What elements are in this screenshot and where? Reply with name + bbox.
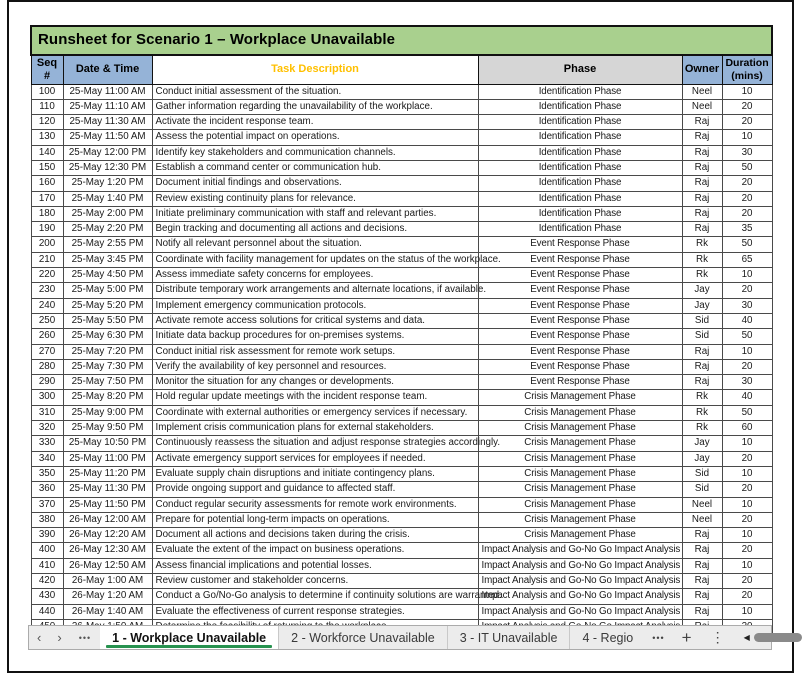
phase-cell[interactable]: Identification Phase [478, 115, 682, 130]
phase-cell[interactable]: Crisis Management Phase [478, 497, 682, 512]
seq-cell[interactable]: 420 [31, 574, 63, 589]
table-row [31, 206, 772, 221]
seq-cell[interactable]: 200 [31, 237, 63, 252]
phase-cell[interactable]: Crisis Management Phase [478, 451, 682, 466]
task-cell[interactable]: Activate emergency support services for employees if needed. [152, 451, 478, 466]
seq-cell[interactable]: 250 [31, 313, 63, 328]
table-row [31, 451, 772, 466]
datetime-cell[interactable]: 25-May 10:50 PM [63, 436, 152, 451]
phase-cell[interactable]: Identification Phase [478, 99, 682, 114]
duration-cell[interactable]: 30 [722, 145, 772, 160]
phase-cell[interactable]: Crisis Management Phase [478, 405, 682, 420]
runsheet-body [31, 84, 772, 634]
phase-cell[interactable]: Identification Phase [478, 176, 682, 191]
owner-cell[interactable]: Rk [682, 237, 722, 252]
datetime-cell[interactable]: 25-May 12:00 PM [63, 145, 152, 160]
task-cell[interactable]: Gather information regarding the unavailability of the workplace. [152, 99, 478, 114]
seq-cell[interactable]: 280 [31, 359, 63, 374]
datetime-cell[interactable]: 25-May 9:00 PM [63, 405, 152, 420]
phase-cell[interactable]: Identification Phase [478, 84, 682, 99]
table-row [31, 313, 772, 328]
duration-cell[interactable]: 20 [722, 512, 772, 527]
owner-cell[interactable]: Neel [682, 512, 722, 527]
datetime-cell[interactable]: 26-May 1:00 AM [63, 574, 152, 589]
task-cell[interactable]: Activate the incident response team. [152, 115, 478, 130]
sheet-tab-3[interactable]: 3 - IT Unavailable [448, 626, 571, 649]
owner-cell[interactable]: Rk [682, 405, 722, 420]
task-cell[interactable]: Document initial findings and observations. [152, 176, 478, 191]
seq-cell[interactable]: 380 [31, 512, 63, 527]
datetime-cell[interactable]: 26-May 1:40 AM [63, 604, 152, 619]
phase-cell[interactable]: Impact Analysis and Go-No Go Impact Analysis [478, 574, 682, 589]
owner-cell[interactable]: Raj [682, 115, 722, 130]
table-row [31, 589, 772, 604]
datetime-cell[interactable]: 25-May 11:30 AM [63, 115, 152, 130]
sheet-tab-2[interactable]: 2 - Workforce Unavailable [279, 626, 448, 649]
task-cell[interactable]: Initiate preliminary communication with staff and relevant parties. [152, 206, 478, 221]
owner-cell[interactable]: Rk [682, 268, 722, 283]
seq-cell[interactable]: 140 [31, 145, 63, 160]
phase-cell[interactable]: Event Response Phase [478, 252, 682, 267]
seq-cell[interactable]: 340 [31, 451, 63, 466]
duration-cell[interactable]: 35 [722, 222, 772, 237]
datetime-cell[interactable]: 25-May 7:30 PM [63, 359, 152, 374]
duration-cell[interactable]: 10 [722, 130, 772, 145]
datetime-cell[interactable]: 25-May 1:40 PM [63, 191, 152, 206]
add-sheet-button[interactable]: + [681, 627, 692, 647]
table-row [31, 176, 772, 191]
table-row [31, 252, 772, 267]
duration-cell[interactable]: 20 [722, 543, 772, 558]
tabs-overflow-button[interactable]: ••• [652, 632, 665, 643]
datetime-cell[interactable]: 25-May 11:50 AM [63, 130, 152, 145]
owner-cell[interactable]: Jay [682, 451, 722, 466]
owner-cell[interactable]: Rk [682, 421, 722, 436]
table-row [31, 359, 772, 374]
task-cell[interactable]: Conduct a Go/No-Go analysis to determine if continuity solutions are warranted. [152, 589, 478, 604]
owner-cell[interactable]: Raj [682, 359, 722, 374]
runsheet-title[interactable]: Runsheet for Scenario 1 – Workplace Unavailable [31, 26, 772, 55]
phase-cell[interactable]: Event Response Phase [478, 237, 682, 252]
duration-cell[interactable]: 20 [722, 191, 772, 206]
phase-cell[interactable]: Crisis Management Phase [478, 512, 682, 527]
phase-cell[interactable]: Impact Analysis and Go-No Go Impact Analysis [478, 558, 682, 573]
column-header-task[interactable]: Task Description [152, 55, 478, 84]
seq-cell[interactable]: 160 [31, 176, 63, 191]
table-row [31, 482, 772, 497]
duration-cell[interactable]: 20 [722, 99, 772, 114]
column-header-datetime[interactable]: Date & Time [63, 55, 152, 84]
owner-cell[interactable]: Neel [682, 99, 722, 114]
column-header-owner[interactable]: Owner [682, 55, 722, 84]
owner-cell[interactable]: Raj [682, 222, 722, 237]
seq-cell[interactable]: 300 [31, 390, 63, 405]
table-row [31, 405, 772, 420]
duration-cell[interactable]: 20 [722, 589, 772, 604]
table-row [31, 604, 772, 619]
title-row [31, 26, 772, 55]
owner-cell[interactable]: Raj [682, 604, 722, 619]
phase-cell[interactable]: Crisis Management Phase [478, 436, 682, 451]
owner-cell[interactable]: Raj [682, 558, 722, 573]
datetime-cell[interactable]: 26-May 12:20 AM [63, 528, 152, 543]
task-cell[interactable]: Conduct initial risk assessment for remote work setups. [152, 344, 478, 359]
owner-cell[interactable]: Raj [682, 130, 722, 145]
seq-cell[interactable]: 350 [31, 466, 63, 481]
sheet-nav-right-icon[interactable]: › [57, 630, 62, 645]
sheet-tab-4[interactable]: 4 - Regio [582, 630, 634, 645]
seq-cell[interactable]: 190 [31, 222, 63, 237]
task-cell[interactable]: Verify the availability of key personnel and resources. [152, 359, 478, 374]
task-cell[interactable]: Evaluate supply chain disruptions and initiate contingency plans. [152, 466, 478, 481]
task-cell[interactable]: Assess immediate safety concerns for employees. [152, 268, 478, 283]
table-row [31, 160, 772, 175]
owner-cell[interactable]: Rk [682, 252, 722, 267]
task-cell[interactable]: Begin tracking and documenting all actions and decisions. [152, 222, 478, 237]
owner-cell[interactable]: Sid [682, 329, 722, 344]
seq-cell[interactable]: 430 [31, 589, 63, 604]
task-cell[interactable]: Conduct initial assessment of the situation. [152, 84, 478, 99]
seq-cell[interactable]: 290 [31, 375, 63, 390]
table-row [31, 283, 772, 298]
duration-cell[interactable]: 20 [722, 176, 772, 191]
phase-cell[interactable]: Identification Phase [478, 145, 682, 160]
seq-cell[interactable]: 360 [31, 482, 63, 497]
owner-cell[interactable]: Jay [682, 283, 722, 298]
seq-cell[interactable]: 120 [31, 115, 63, 130]
header-row [31, 55, 772, 84]
owner-cell[interactable]: Raj [682, 375, 722, 390]
datetime-cell[interactable]: 25-May 4:50 PM [63, 268, 152, 283]
datetime-cell[interactable]: 25-May 5:50 PM [63, 313, 152, 328]
task-cell[interactable]: Conduct regular security assessments for remote work environments. [152, 497, 478, 512]
column-header-seq[interactable]: Seq # [31, 55, 63, 84]
sheet-tab-strip [100, 626, 645, 649]
owner-cell[interactable]: Sid [682, 313, 722, 328]
task-cell[interactable]: Distribute temporary work arrangements and alternate locations, if available. [152, 283, 478, 298]
duration-cell[interactable]: 40 [722, 390, 772, 405]
task-cell[interactable]: Initiate data backup procedures for on-premises systems. [152, 329, 478, 344]
duration-cell[interactable]: 10 [722, 436, 772, 451]
task-cell[interactable]: Implement crisis communication plans for external stakeholders. [152, 421, 478, 436]
duration-cell[interactable]: 10 [722, 344, 772, 359]
owner-cell[interactable]: Neel [682, 84, 722, 99]
owner-cell[interactable]: Raj [682, 543, 722, 558]
task-cell[interactable]: Monitor the situation for any changes or developments. [152, 375, 478, 390]
table-row [31, 558, 772, 573]
table-row [31, 329, 772, 344]
phase-cell[interactable]: Identification Phase [478, 160, 682, 175]
datetime-cell[interactable]: 25-May 2:00 PM [63, 206, 152, 221]
phase-cell[interactable]: Identification Phase [478, 130, 682, 145]
table-row [31, 375, 772, 390]
task-cell[interactable]: Coordinate with external authorities or emergency services if necessary. [152, 405, 478, 420]
sheet-menu-button[interactable]: ⋮ [710, 629, 725, 645]
phase-cell[interactable]: Event Response Phase [478, 268, 682, 283]
datetime-cell[interactable]: 25-May 5:20 PM [63, 298, 152, 313]
duration-cell[interactable]: 20 [722, 574, 772, 589]
owner-cell[interactable]: Neel [682, 497, 722, 512]
table-row [31, 237, 772, 252]
hscroll-left-arrow-icon[interactable]: ◀ [743, 633, 750, 642]
owner-cell[interactable]: Raj [682, 160, 722, 175]
sheet-nav-left-icon[interactable]: ‹ [37, 630, 42, 645]
seq-cell[interactable]: 210 [31, 252, 63, 267]
datetime-cell[interactable]: 25-May 2:20 PM [63, 222, 152, 237]
datetime-cell[interactable]: 25-May 11:20 PM [63, 466, 152, 481]
owner-cell[interactable]: Sid [682, 482, 722, 497]
owner-cell[interactable]: Raj [682, 589, 722, 604]
sheet-tab-bar [28, 625, 772, 650]
datetime-cell[interactable]: 26-May 12:50 AM [63, 558, 152, 573]
runsheet-table [30, 25, 773, 634]
duration-cell[interactable]: 20 [722, 206, 772, 221]
task-cell[interactable]: Assess the potential impact on operations. [152, 130, 478, 145]
datetime-cell[interactable]: 25-May 9:50 PM [63, 421, 152, 436]
task-cell[interactable]: Implement emergency communication protocols. [152, 298, 478, 313]
datetime-cell[interactable]: 25-May 1:20 PM [63, 176, 152, 191]
seq-cell[interactable]: 410 [31, 558, 63, 573]
datetime-cell[interactable]: 25-May 6:30 PM [63, 329, 152, 344]
phase-cell[interactable]: Impact Analysis and Go-No Go Impact Analysis [478, 589, 682, 604]
seq-cell[interactable]: 220 [31, 268, 63, 283]
table-row [31, 436, 772, 451]
phase-cell[interactable]: Event Response Phase [478, 329, 682, 344]
task-cell[interactable]: Coordinate with facility management for updates on the status of the workplace. [152, 252, 478, 267]
duration-cell[interactable]: 40 [722, 313, 772, 328]
phase-cell[interactable]: Crisis Management Phase [478, 466, 682, 481]
task-cell[interactable]: Review existing continuity plans for relevance. [152, 191, 478, 206]
datetime-cell[interactable]: 25-May 11:30 PM [63, 482, 152, 497]
table-row [31, 222, 772, 237]
duration-cell[interactable]: 30 [722, 298, 772, 313]
phase-cell[interactable]: Impact Analysis and Go-No Go Impact Analysis [478, 604, 682, 619]
owner-cell[interactable]: Sid [682, 466, 722, 481]
datetime-cell[interactable]: 25-May 2:55 PM [63, 237, 152, 252]
table-row [31, 145, 772, 160]
datetime-cell[interactable]: 25-May 5:00 PM [63, 283, 152, 298]
phase-cell[interactable]: Crisis Management Phase [478, 421, 682, 436]
seq-cell[interactable]: 310 [31, 405, 63, 420]
duration-cell[interactable]: 65 [722, 252, 772, 267]
task-cell[interactable]: Assess financial implications and potential losses. [152, 558, 478, 573]
duration-cell[interactable]: 10 [722, 604, 772, 619]
column-header-duration[interactable]: Duration (mins) [722, 55, 772, 84]
seq-cell[interactable]: 270 [31, 344, 63, 359]
duration-cell[interactable]: 50 [722, 160, 772, 175]
table-row [31, 512, 772, 527]
spreadsheet-grid [30, 25, 772, 625]
seq-cell[interactable]: 170 [31, 191, 63, 206]
datetime-cell[interactable]: 25-May 11:10 AM [63, 99, 152, 114]
seq-cell[interactable]: 320 [31, 421, 63, 436]
seq-cell[interactable]: 110 [31, 99, 63, 114]
seq-cell[interactable]: 400 [31, 543, 63, 558]
seq-cell[interactable]: 330 [31, 436, 63, 451]
duration-cell[interactable]: 20 [722, 482, 772, 497]
seq-cell[interactable]: 440 [31, 604, 63, 619]
seq-cell[interactable]: 180 [31, 206, 63, 221]
duration-cell[interactable]: 10 [722, 84, 772, 99]
phase-cell[interactable]: Event Response Phase [478, 375, 682, 390]
table-row [31, 466, 772, 481]
table-row [31, 543, 772, 558]
seq-cell[interactable]: 240 [31, 298, 63, 313]
owner-cell[interactable]: Raj [682, 176, 722, 191]
task-cell[interactable]: Review customer and stakeholder concerns. [152, 574, 478, 589]
seq-cell[interactable]: 390 [31, 528, 63, 543]
table-row [31, 268, 772, 283]
table-row [31, 84, 772, 99]
datetime-cell[interactable]: 26-May 12:30 AM [63, 543, 152, 558]
seq-cell[interactable]: 100 [31, 84, 63, 99]
duration-cell[interactable]: 20 [722, 359, 772, 374]
task-cell[interactable]: Prepare for potential long-term impacts on operations. [152, 512, 478, 527]
seq-cell[interactable]: 130 [31, 130, 63, 145]
duration-cell[interactable]: 60 [722, 421, 772, 436]
table-row [31, 344, 772, 359]
table-row [31, 298, 772, 313]
phase-cell[interactable]: Identification Phase [478, 206, 682, 221]
datetime-cell[interactable]: 25-May 11:50 PM [63, 497, 152, 512]
duration-cell[interactable]: 10 [722, 558, 772, 573]
task-cell[interactable]: Evaluate the effectiveness of current response strategies. [152, 604, 478, 619]
sheet-tab-1[interactable]: 1 - Workplace Unavailable [100, 626, 279, 649]
duration-cell[interactable]: 30 [722, 375, 772, 390]
datetime-cell[interactable]: 25-May 3:45 PM [63, 252, 152, 267]
task-cell[interactable]: Document all actions and decisions taken during the crisis. [152, 528, 478, 543]
task-cell[interactable]: Identify key stakeholders and communication channels. [152, 145, 478, 160]
datetime-cell[interactable]: 25-May 7:50 PM [63, 375, 152, 390]
owner-cell[interactable]: Raj [682, 206, 722, 221]
phase-cell[interactable]: Identification Phase [478, 222, 682, 237]
duration-cell[interactable]: 10 [722, 528, 772, 543]
column-header-phase[interactable]: Phase [478, 55, 682, 84]
table-row [31, 130, 772, 145]
owner-cell[interactable]: Jay [682, 298, 722, 313]
owner-cell[interactable]: Raj [682, 528, 722, 543]
phase-cell[interactable]: Crisis Management Phase [478, 528, 682, 543]
duration-cell[interactable]: 20 [722, 283, 772, 298]
datetime-cell[interactable]: 25-May 12:30 PM [63, 160, 152, 175]
owner-cell[interactable]: Jay [682, 436, 722, 451]
phase-cell[interactable]: Impact Analysis and Go-No Go Impact Analysis [478, 543, 682, 558]
sheet-nav-more-icon[interactable]: ••• [78, 632, 92, 643]
owner-cell[interactable]: Raj [682, 191, 722, 206]
task-cell[interactable]: Evaluate the extent of the impact on business operations. [152, 543, 478, 558]
duration-cell[interactable]: 50 [722, 405, 772, 420]
duration-cell[interactable]: 20 [722, 451, 772, 466]
datetime-cell[interactable]: 25-May 8:20 PM [63, 390, 152, 405]
owner-cell[interactable]: Raj [682, 574, 722, 589]
task-cell[interactable]: Continuously reassess the situation and adjust response strategies accordingly. [152, 436, 478, 451]
duration-cell[interactable]: 10 [722, 497, 772, 512]
phase-cell[interactable]: Event Response Phase [478, 298, 682, 313]
hscroll-thumb[interactable] [754, 633, 802, 642]
seq-cell[interactable]: 230 [31, 283, 63, 298]
table-row [31, 191, 772, 206]
datetime-cell[interactable]: 25-May 11:00 PM [63, 451, 152, 466]
datetime-cell[interactable]: 25-May 11:00 AM [63, 84, 152, 99]
table-row [31, 497, 772, 512]
table-row [31, 574, 772, 589]
owner-cell[interactable]: Raj [682, 344, 722, 359]
phase-cell[interactable]: Identification Phase [478, 191, 682, 206]
duration-cell[interactable]: 10 [722, 466, 772, 481]
table-row [31, 115, 772, 130]
datetime-cell[interactable]: 26-May 12:00 AM [63, 512, 152, 527]
duration-cell[interactable]: 50 [722, 237, 772, 252]
phase-cell[interactable]: Event Response Phase [478, 344, 682, 359]
task-cell[interactable]: Notify all relevant personnel about the situation. [152, 237, 478, 252]
task-cell[interactable]: Hold regular update meetings with the incident response team. [152, 390, 478, 405]
phase-cell[interactable]: Event Response Phase [478, 283, 682, 298]
phase-cell[interactable]: Event Response Phase [478, 359, 682, 374]
phase-cell[interactable]: Crisis Management Phase [478, 482, 682, 497]
phase-cell[interactable]: Crisis Management Phase [478, 390, 682, 405]
task-cell[interactable]: Establish a command center or communication hub. [152, 160, 478, 175]
table-row [31, 99, 772, 114]
duration-cell[interactable]: 20 [722, 115, 772, 130]
owner-cell[interactable]: Rk [682, 390, 722, 405]
duration-cell[interactable]: 10 [722, 268, 772, 283]
phase-cell[interactable]: Event Response Phase [478, 313, 682, 328]
table-row [31, 421, 772, 436]
owner-cell[interactable]: Raj [682, 145, 722, 160]
seq-cell[interactable]: 150 [31, 160, 63, 175]
table-row [31, 528, 772, 543]
task-cell[interactable]: Activate remote access solutions for critical systems and data. [152, 313, 478, 328]
seq-cell[interactable]: 260 [31, 329, 63, 344]
task-cell[interactable]: Provide ongoing support and guidance to affected staff. [152, 482, 478, 497]
datetime-cell[interactable]: 25-May 7:20 PM [63, 344, 152, 359]
seq-cell[interactable]: 370 [31, 497, 63, 512]
duration-cell[interactable]: 50 [722, 329, 772, 344]
table-row [31, 390, 772, 405]
datetime-cell[interactable]: 26-May 1:20 AM [63, 589, 152, 604]
